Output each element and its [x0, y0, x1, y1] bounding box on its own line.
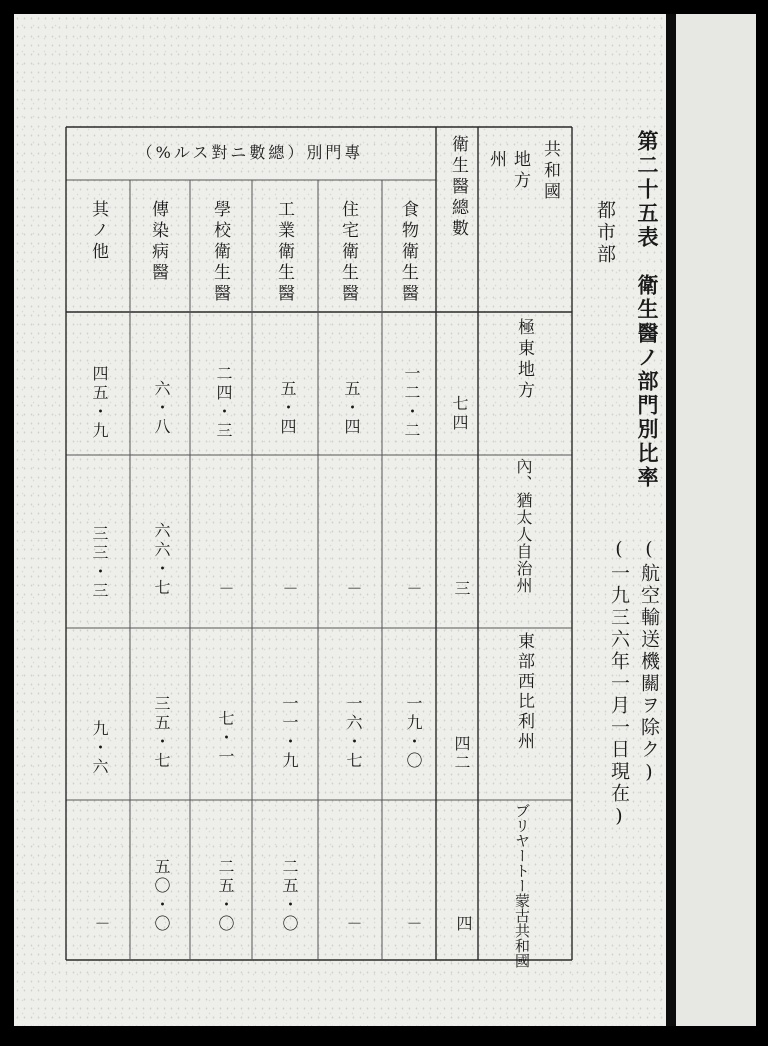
table-cell: 一九・〇 — [404, 695, 423, 771]
section-label: 都市部 — [594, 200, 616, 266]
category-header-housing: 住宅衛生醫 — [338, 200, 358, 305]
table-cell: － — [404, 580, 423, 599]
table-cell: 三五・七 — [152, 695, 171, 771]
row-region: 內、猶太人自治州 — [514, 458, 533, 594]
table-date: (一九三六年一月一日現在) — [608, 538, 630, 830]
table-cell: 六・八 — [152, 380, 171, 437]
table-cell: － — [344, 915, 363, 934]
table-cell: 三三・三 — [90, 525, 109, 601]
category-header-other: 其ノ他 — [88, 200, 108, 263]
group-header: 專門別（總數ニ對スル%） — [136, 143, 364, 162]
table-cell: 五〇・〇 — [152, 858, 171, 934]
row-region: 東部西比利州 — [514, 632, 534, 752]
table-cell: 二四・三 — [214, 365, 233, 441]
row-total: 四二 — [452, 735, 471, 773]
table-cell: 一二・二 — [402, 365, 421, 441]
table-cell: 四五・九 — [90, 365, 109, 441]
row-total: 四 — [454, 915, 473, 934]
stub-header-republic: 共和國 — [540, 140, 560, 203]
table-cell: 五・四 — [278, 380, 297, 437]
table-cell: 五・四 — [342, 380, 361, 437]
category-header-food: 食物衛生醫 — [398, 200, 418, 305]
table-title: 第二十五表 衛生醫ノ部門別比率 — [635, 130, 660, 490]
table-cell: － — [404, 915, 423, 934]
table-cell: － — [280, 580, 299, 599]
table-cell: 七・一 — [216, 710, 235, 767]
stub-header-region: 地方 — [510, 150, 530, 192]
table-cell: － — [216, 580, 235, 599]
total-header: 衛生醫總數 — [448, 135, 468, 240]
table-note: (航空輸送機關ヲ除ク) — [638, 538, 660, 786]
table-cell: 二五・〇 — [280, 858, 299, 934]
row-total: 三 — [452, 580, 471, 599]
table-cell: － — [344, 580, 363, 599]
table-cell: 六六・七 — [152, 522, 171, 598]
table-cell: － — [92, 915, 111, 934]
stub-header-province: 州 — [486, 150, 506, 171]
row-region: 極東地方 — [514, 318, 534, 402]
category-header-industrial: 工業衛生醫 — [274, 200, 294, 305]
category-header-infectious: 傳染病醫 — [148, 200, 168, 284]
table-cell: 二五・〇 — [216, 858, 235, 934]
table-cell: 一一・九 — [280, 695, 299, 771]
table-cell: 九・六 — [90, 720, 109, 777]
table-cell: 一六・七 — [344, 695, 363, 771]
row-region: ブリヤートー蒙古共和國 — [513, 803, 531, 968]
category-header-school: 學校衛生醫 — [210, 200, 230, 305]
row-total: 七四 — [450, 395, 469, 433]
